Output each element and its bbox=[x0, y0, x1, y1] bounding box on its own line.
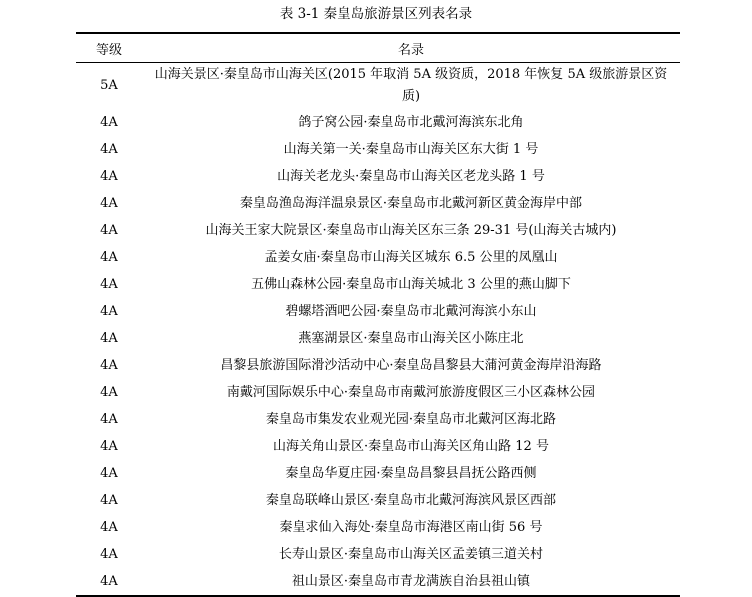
name-cell: 秦皇岛市集发农业观光园·秦皇岛市北戴河区海北路 bbox=[265, 411, 557, 427]
name-cell: 山海关角山景区·秦皇岛市山海关区角山路 12 号 bbox=[273, 438, 549, 454]
header-grade: 等级 bbox=[76, 33, 142, 63]
grade-cell: 4A bbox=[100, 492, 118, 508]
scenic-spots-table bbox=[76, 32, 680, 597]
table-row bbox=[76, 514, 680, 541]
name-cell: 燕塞湖景区·秦皇岛市山海关区小陈庄北 bbox=[298, 330, 524, 346]
table-row bbox=[76, 352, 680, 379]
table-row bbox=[76, 460, 680, 487]
name-cell: 南戴河国际娱乐中心·秦皇岛市南戴河旅游度假区三小区森林公园 bbox=[226, 384, 596, 400]
name-cell: 秦皇岛联峰山景区·秦皇岛市北戴河海滨风景区西部 bbox=[265, 492, 557, 508]
name-cell: 山海关王家大院景区·秦皇岛市山海关区东三条 29-31 号(山海关古城内) bbox=[205, 222, 617, 238]
grade-cell: 4A bbox=[100, 303, 118, 319]
grade-cell: 4A bbox=[100, 249, 118, 265]
name-cell: 碧螺塔酒吧公园·秦皇岛市北戴河海滨小东山 bbox=[285, 303, 537, 319]
table-row bbox=[76, 163, 680, 190]
name-cell: 山海关老龙头·秦皇岛市山海关区老龙头路 1 号 bbox=[277, 168, 545, 184]
grade-cell: 4A bbox=[100, 519, 118, 535]
grade-cell: 4A bbox=[100, 276, 118, 292]
name-cell: 秦皇求仙入海处·秦皇岛市海港区南山街 56 号 bbox=[279, 519, 543, 535]
name-cell: 昌黎县旅游国际滑沙活动中心·秦皇岛昌黎县大蒲河黄金海岸沿海路 bbox=[220, 357, 602, 373]
grade-cell: 4A bbox=[100, 222, 118, 238]
table-row bbox=[76, 136, 680, 163]
table-row bbox=[76, 217, 680, 244]
grade-cell: 4A bbox=[100, 195, 118, 211]
name-cell: 长寿山景区·秦皇岛市山海关区孟姜镇三道关村 bbox=[278, 546, 544, 562]
grade-cell: 5A bbox=[100, 78, 118, 93]
grade-cell: 4A bbox=[100, 465, 118, 481]
table-row bbox=[76, 325, 680, 352]
header-name: 名录 bbox=[142, 33, 680, 63]
name-cell: 秦皇岛渔岛海洋温泉景区·秦皇岛市北戴河新区黄金海岸中部 bbox=[239, 195, 583, 211]
name-cell: 鸽子窝公园·秦皇岛市北戴河海滨东北角 bbox=[298, 114, 524, 130]
table-row bbox=[76, 487, 680, 514]
grade-cell: 4A bbox=[100, 114, 118, 130]
name-cell: 五佛山森林公园·秦皇岛市山海关城北 3 公里的燕山脚下 bbox=[251, 276, 571, 292]
table-caption: 表 3-1 秦皇岛旅游景区列表名录 bbox=[279, 6, 473, 22]
name-cell: 山海关景区·秦皇岛市山海关区(2015 年取消 5A 级资质，2018 年恢复 5A 级旅游景区资质) bbox=[154, 67, 668, 104]
grade-cell: 4A bbox=[100, 546, 118, 562]
grade-cell: 4A bbox=[100, 411, 118, 427]
grade-cell: 4A bbox=[76, 568, 142, 596]
table-row bbox=[76, 298, 680, 325]
name-cell: 秦皇岛华夏庄园·秦皇岛昌黎县昌抚公路西侧 bbox=[285, 465, 537, 481]
grade-cell: 4A bbox=[100, 141, 118, 157]
table-row bbox=[76, 406, 680, 433]
grade-cell: 4A bbox=[100, 384, 118, 400]
table-row bbox=[76, 568, 680, 596]
grade-cell: 4A bbox=[100, 357, 118, 373]
name-cell: 孟姜女庙·秦皇岛市山海关区城东 6.5 公里的凤凰山 bbox=[264, 249, 558, 265]
grade-cell: 4A bbox=[100, 168, 118, 184]
table-row bbox=[76, 541, 680, 568]
grade-cell: 4A bbox=[100, 330, 118, 346]
table-row bbox=[76, 109, 680, 136]
table-row bbox=[76, 379, 680, 406]
table-row bbox=[76, 190, 680, 217]
table-row bbox=[76, 433, 680, 460]
table-row bbox=[76, 63, 680, 110]
table-row bbox=[76, 244, 680, 271]
table-row bbox=[76, 271, 680, 298]
table-header-row bbox=[76, 33, 680, 63]
name-cell: 山海关第一关·秦皇岛市山海关区东大街 1 号 bbox=[283, 141, 539, 157]
grade-cell: 4A bbox=[100, 438, 118, 454]
name-cell: 祖山景区·秦皇岛市青龙满族自治县祖山镇 bbox=[142, 568, 680, 596]
